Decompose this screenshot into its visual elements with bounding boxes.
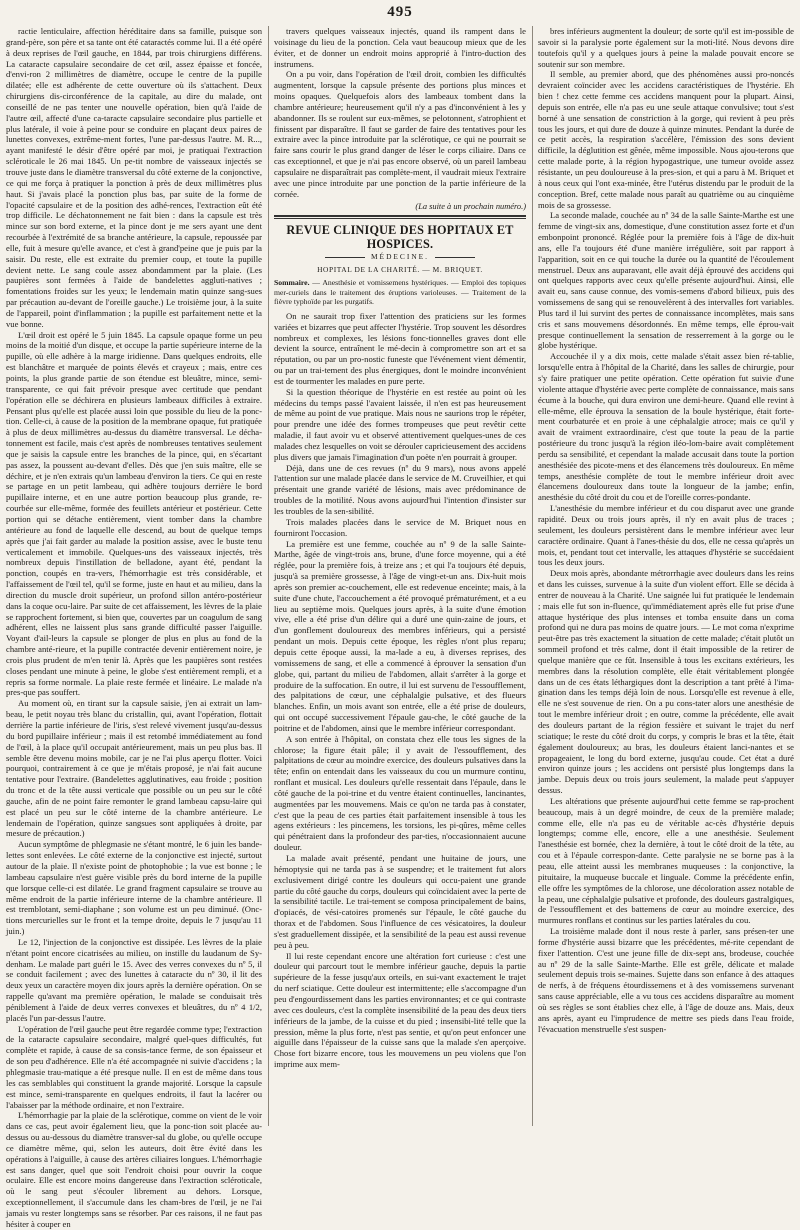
paragraph: Au moment où, en tirant sur la capsule saisie, j'en ai extrait un lam-beau, le petit noyau très blanc du cristallin, qui, avant l'opération, flottait derrière la partie inférieure de l'iris, s'est relevé vivement jusqu'au-dessus du bord pupillaire inférieur ; mais il est retombé immédiatement au fond de l'œil, à la place qu'il occupait antérieurement, mais un peu plus bas. Il semble être devenu moins mobile, car je ne l'ai plus aperçu flotter. Voici pourquoi, contrairement à ce que je m'étais proposé, je n'ai fait aucune tentative pour l'extraire. (Bandelettes agglutinatives, eau froide ; position du tronc et de la tête aussi verticale que possible ou un peu sur le côté gauche, afin de ne point faire remonter le grand lambeau capsu-laire qui est placé un peu sur le côté interne de la chambre antérieure. Le lendemain de l'opération, quinze sangsues sont appliquées à droite, par mesure de précaution.)	[6, 698, 262, 839]
paragraph: travers quelques vaisseaux injectés, quand ils rampent dans le voisinage du lieu de la ponction. Cela vaut beaucoup mieux que de les éviter, et de donner un endroit moins approprié à l'intro-duction des instrumens.	[274, 26, 526, 69]
column-left	[6, 26, 262, 1229]
paragraph: Il semble, au premier abord, que des phénomènes aussi pro-noncés devraient coïncider avec les accidens caractéristiques de l'hystérie. Eh bien ! chez cette femme ces accidens manquent pour la plupart. Ainsi, depuis son entrée, elle n'a pas eu une seule attaque convulsive; tout s'est borné à une sensation de constriction à la gorge, qui revient à peu près tous les jours, et qui dure de douze à quinze minutes. Pendant la durée de ce petit accès, la respiration s'accélère, l'émission des sons devient difficile, la déglutition est gênée, même impossible. Nous ajou-terons que cette malade porte, à la région hypogastrique, une tumeur ovoïde assez résistante, un peu douloureuse à la pres-sion, et qui a paru à M. Briquet et à nous ceux qui l'ont exa-minée, être l'utérus distendu par le produit de la conception. Bref, cette malade nous paraît au quatrième ou au cinquième mois de sa grossesse.	[538, 69, 794, 210]
paragraph: L'opération de l'œil gauche peut être regardée comme type; l'extraction de la cataracte capsulaire secondaire, malgré quel-ques difficultés, fut complète et rapide, à cause de sa consis-tance ferme, de son épaisseur et de son peu d'adhérence. Elle n'a été accompagnée ni suivie d'accidens ; la phlegmasie trau-matique a été presque nulle. Il en est de même dans tous les cas semblables qui constituent la grande majorité. Lorsque la capsule est mince, semi-transparente en quelques endroits, il faut la lacérer ou l'abaisser par la méthode ordinaire, et non l'extraire.	[6, 1023, 262, 1110]
section-separator	[274, 218, 526, 219]
paragraph: Si la question théorique de l'hystérie en est restée au point où les médecins du temps passé l'avaient laissée, il n'en est pas heureusement de même au point de vue pratique. Mais nous ne saurions trop le répéter, pour prendre une idée des formes trompeuses que peut revêtir cette maladie, il faut avoir vu et observé attentivement quelques-unes de ces malades chez lesquelles on voit se dérouler capricieusement des accidens plus divers que jamais l'imagination d'un poète n'en pourrait à grouper.	[274, 386, 526, 462]
paragraph: On a pu voir, dans l'opération de l'œil droit, combien les difficultés augmentent, lorsque la capsule présente des portions plus minces et moins opaques. Quelquefois alors des lambeaux tombent dans la chambre antérieure; heureusement qu'il n'y a pas d'inconvénient à les y abandonner. Ils se roulent sur eux-mêmes, se pelotonnent, s'atrophient et finissent par disparaître. Il faut se garder de faire des tentatives pour les extraire avec la pince introduite par la sclérotique, ce qui ne pourrait se faire sans courir le plus grand danger de léser le corps ciliaire. Dans ce cas exceptionnel, et que je n'ai pas encore observé, où un pareil lambeau capsulaire ne disparaîtrait pas complète-ment, il vaudrait mieux l'extraire avec une pince introduite par une ponction de la partie inférieure de la cornée.	[274, 69, 526, 199]
summary	[274, 278, 526, 307]
paragraph: Le 12, l'injection de la conjonctive est dissipée. Les lèvres de la plaie n'étant point encore cicatrisées au milieu, on instille du laudanum de Sy-denham. Le malade part guéri le 15. Avec des verres convexes du nº 5, il se conduit facilement ; avec des lunettes à cataracte du nº 30, il lit des deux yeux un caractère moyen dix jours après la dernière opération. On se rappelle qu'avant ma première opération, le malade se conduisait très péniblement à l'aide de deux verres convexes et bleuâtres, du nº 4 1/2, placés l'un par-dessus l'autre.	[6, 936, 262, 1023]
paragraph: On ne saurait trop fixer l'attention des praticiens sur les formes variées et bizarres que peut affecter l'hystérie. Trop souvent les désordres nombreux et complexes, les lésions fonc-tionnelles graves dont elle devient la source, entraînent le mé-decin à compromettre son art et sa réputation, ou par un pro-nostic funeste que l'événement vient démentir, ou par un trai-tement des plus énergiques, dont le moindre inconvénient est de tourmenter les malades en pure perte.	[274, 310, 526, 386]
column-divider	[532, 26, 533, 1126]
paragraph: Deux mois après, abondante métrorrhagie avec douleurs dans les reins et dans les cuisses, survenue à la suite d'un violent effort. Elle se décida à entrer de nouveau à la Charité. Une saignée lui fut pratiquée le lendemain ; mais elle fut son in-fluence, qu'immédiatement après elle fut prise d'une attaque hystérique des plus intenses et tomba ensuite dans un coma profond qui ne dura pas moins de quatre jours. — Le mot coma n'exprime peut-être pas très exactement la situation de cette malade; c'était plutôt un sommeil profond et très calme, dont il était impossible de la retirer de quelque manière que ce fût. Insensible à tous les excitans extérieurs, les membres dans la résolution complète, elle était véritablement plongée dans un de ces états léthargiques dont la description a tant prêté à l'ima-gination dans les temps déjà loin de nous. Lorsqu'elle est revenue à elle, elle ne s'est souvenue de rien. On a pu cons-tater alors une anesthésie de tout le membre inférieur droit ; en outre, comme la précédente, elle avait des douleurs partant de la région fessière et suivant le trajet du nerf sciatique; le reste du côté droit du corps, y compris le bras et la tête, était également douloureux; au bras, les douleurs étaient lanci-nantes et se propageaient, le long du bord externe, jusqu'au coude. Cet état a duré environ quinze jours ; les accidens ont persisté plus longtemps dans la jambe. Depuis deux ou trois jours seulement, la malade peut s'appuyer dessus.	[538, 568, 794, 796]
column-right	[538, 26, 794, 1126]
paragraph: Il lui reste cependant encore une altération fort curieuse : c'est une douleur qui parcourt tout le membre inférieur gauche, depuis la partie supérieure de la fesse jusqu'aux orteils, en sui-vant exactement le trajet du nerf sciatique. Cette douleur est intermittente; elle s'accompagne d'un peu d'engourdissement dans les parties environnantes; et ce qui contraste avec ces douleurs, c'est la complète insensibilité de la peau des deux tiers inférieurs de la jambe, de la cuisse et du pied ; insensibi-lité telle que la pression, même la plus forte, n'est pas sentie, et qu'on peut enfoncer une aiguille dans l'épaisseur de la cuisse sans que la malade s'en aperçoive. Chose fort bizarre encore, tous les mouvemens un peu violens que l'on imprime aux mem-	[274, 950, 526, 1070]
hospital-heading: HOPITAL DE LA CHARITÉ. — M. BRIQUET.	[317, 265, 483, 275]
summary-label: Sommaire.	[274, 278, 310, 288]
column-middle	[274, 26, 526, 1126]
continued-note: (La suite à un prochain numéro.)	[415, 201, 526, 211]
paragraph: La malade avait présenté, pendant une huitaine de jours, une hémoptysie qui ne tarda pas à se suspendre; et le traitement fut alors exclusivement dirigé contre les douleurs qui occu-paient une grande partie du côté gauche du corps, douleurs qui coïncidaient avec la perte de la sensibilité tactile. Le trai-tement se composa principalement de bains, d'opiacés, de vési-catoires promenés sur l'épaule, le côté gauche du thorax et de l'abdomen. Sous l'influence de ces vésicatoires, la douleur s'est graduellement dissipée, et la sensibilité de la peau est aussi revenue peu à peu.	[274, 853, 526, 950]
summary-text: — Anesthésie et vomissemens hystériques. — Emploi des topiques mer-curiels dans le traitement des éruptions varioleuses. — Traitement de la fièvre typhoïde par les purgatifs.	[274, 278, 526, 307]
column-divider	[268, 26, 269, 1126]
paragraph: Les altérations que présente aujourd'hui cette femme se rap-prochent beaucoup, mais à un degré moindre, de ceux de la première malade; comme elle, elle n'a pas eu de véritable ac-cès d'hystérie depuis longtemps; comme elle, encore, elle a une anesthésie. Seulement l'anesthésie est bornée, chez la dernière, à tout le côté droit de la tête, au cou et à l'épaule correspon-dante. Cette paralysie ne se borne pas à la peau, elle atteint aussi les membranes muqueuses : la conjonctive, la pituitaire, la muqueuse buccale et linguale. Comme la précédente enfin, elle offre les symptômes de la chlorose, une décoloration assez notable de la peau, une céphalalgie pulsative et profonde, des douleurs gastralgiques, de l'essoufflement et des battemens de cœur au moindre exercice, des murmures ronflans et continus sur les parties latérales du cou.	[538, 795, 794, 926]
paragraph: Accouchée il y a dix mois, cette malade s'était assez bien ré-tablie, lorsqu'elle entra à l'hôpital de la Charité, dans les salles de chirurgie, pour s'y faire pratiquer une petite opération. Cette opération fut suivie d'une violente attaque d'hystérie avec perte complète de connaissance, mais sans écume à la bouche, qui dura environ une demi-heure. Quand elle revint à elle-même, elle éprouva la sensation de la boule hystérique, était forte-ment courbaturée et en proie à une céphalalgie atroce; mais ce qu'il y avait de vraiment extraordinaire, c'est que toute la peau de la partie postérieure du tronc jusqu'à la région iléo-lom-baire avait complètement perdu sa sensibilité, et cependant la malade accusait dans toute la portion anesthésiée des picote-mens et des élancemens très douloureux. En même temps, anesthésie complète de tout le membre inférieur droit avec élancemens douloureux dans toute la longueur de la jambe; enfin, anesthésie du côté droit du cou et de l'oreille corres-pondante.	[538, 351, 794, 503]
paragraph: ractie lenticulaire, affection héréditaire dans sa famille, puisque son grand-père, son père et sa tante ont été cataractés comme lui. Il a été opéré à deux reprises de l'œil gauche, en 1844, par trois chirurgiens différens. La cataracte capsulaire secondaire de cet œil, assez épaisse et foncée, d'envi-ron 2 millimètres de diamètre, occupe le centre de la pupille dilatée; elle est adhérente de cette ouverture où ils s'attachent. Deux chirurgiens dis-circonférence de la capitale, au dire du malade, ont conseillé de ne pas tenter une nouvelle opération, bien qu'à l'aide de l'autre œil, affecté d'une ca-taracte capsulaire secondaire plus partielle et plus latérale, il voie à peine pour se conduire en plaçant deux paires de lunettes convexes, extrême-ment fortes, l'une par-dessus l'autre. M. R..., ayant manifesté le désir d'être opéré par moi, je pratiquai l'extraction scléroticale le 26 mai 1845. Un pe-tit nombre de vaisseaux injectés se trouve juste dans le diamètre transversal du côté externe de la conjonctive, ce qui me força à pratiquer la ponction à près de deux millimètres plus haut. Si j'avais placé la ponction plus bas, par suite de la forme de l'opacité capsulaire et de la position des adhé-rences, l'extraction eût été trop difficile. Le déchatonnement ne fait bien : dans la capsule est très mince sur son bord externe, et la pince dont je me sers ayant une dent recourbée à l'extrémité de sa branche antérieure, la capsule, repoussée par elle, fuit à mesure qu'elle avance, et c'est à grand'peine que je puis par la saisir. Du reste, elle est extraite du premier coup, et toute la pupille devient nette. Le sang coule assez abondamment par la plaie. (Les paupières sont fermées à l'aide de bandelettes aggluti-natives ; fomentations froides sur les yeux; le lendemain matin quinze sang-sues par précaution au-devant de l'oreille gauche.) Le troisième jour, à la suite de l'appareil, point d'inflammation ; la pupille est parfaitement nette et la vue bonne.	[6, 26, 262, 329]
paragraph: L'hémorrhagie par la plaie de la sclérotique, comme on vient de le voir dans ce cas, peut avoir également lieu, que la ponc-tion soit placée au-dessus ou au-dessous du diamètre transver-sal du globe, ou qu'elle occupe ce diamètre même, qui, selon les auteurs, doit être évité dans les opérations à l'aiguille, à cause des artères ciliaires longues. L'hémorrhagie est sans danger, quel que soit l'endroit choisi pour ouvrir la coque oculaire. Elle est encore moins dangereuse dans l'extraction scléroticale, où le sang peut s'écouler librement au dehors. Lorsque, exceptionnellement, il s'accumule dans les cham-bres de l'œil, je ne l'ai jamais vu rester longtemps sans se résorber. Par ces raisons, il ne faut pas hésiter à couper en	[6, 1110, 262, 1229]
paragraph: A son entrée à l'hôpital, on constata chez elle tous les signes de la chlorose; la figure était pâle; il y avait de l'essoufflement, des palpitations de cœur au moindre exercice, des douleurs pulsatives dans la tête; enfin on entendait dans les vaisseaux du cou un murmure continu, ronflant et musical. Les douleurs qu'elle ressentait dans l'épaule, dans le côté gauche de la poi-trine et du ventre étaient continuelles, lancinantes, augmentées par les mouvemens. Mais ce qu'on ne tarda pas à constater, c'est que la peau de ces parties était parfaitement insensible à tous les agens extérieurs : les pincemens, les torsions, les pi-qûres, même celles qui pénétraient dans la profondeur des par-ties, n'occasionnaient aucune douleur.	[274, 733, 526, 853]
paragraph: L'anesthésie du membre inférieur et du cou disparut avec une grande rapidité. Deux ou trois jours après, il n'y en avait plus de traces ; seulement, les douleurs persistèrent dans le membre inférieur avec leur caractère ordinaire. Quant à l'anes-thésie du dos, elle ne cessa qu'après un mois, et, pendant tout cet intervalle, les attaques d'hystérie se succédaient tous les deux jours.	[538, 503, 794, 568]
paragraph: La première est une femme, couchée au nº 9 de la salle Sainte-Marthe, âgée de vingt-trois ans, brune, d'une force moyenne, qui a été réglée, pour la première fois, à treize ans ; et qui l'a toujours été depuis, jusqu'à sa première grossesse, à l'âge de vingt-et-un ans. Dix-huit mois après son premier ac-couchement, elle est redevenue enceinte; mais, à la suite d'une chute, l'accouchement a été provoqué prématurément, et a eu lieu au septième mois. Quelques jours après, à la suite d'une émotion vive, elle a été prise d'un délire qui a duré une quin-zaine de jours, et d'un gonflement douloureux des membres inférieurs, qui a persisté pendant un mois. Depuis cette époque, les règles n'ont plus reparu; depuis cette époque aussi, la ma-lade a eu, à diverses reprises, des vomissemens de sang, et elle a commencé à éprouver la sensation d'un globe, qui, partant du milieu de l'abdomen, allait s'arrêter à la gorge et produire de la suffocation. En outre, il lui est survenu de l'essoufflement, des palpitations de cœur, une céphalalgie pulsative, et des flueurs blanches. Enfin, un mois avant son entrée, elle a été prise de douleurs, qui ont occupé successivement l'épaule gau-che, le côté gauche de la poitrine et de l'abdomen, ainsi que le membre inférieur correspondant.	[274, 538, 526, 733]
paragraph: Aucun symptôme de phlegmasie ne s'étant montré, le 6 juin les bande-lettes sont enlevées. Le côté externe de la conjonctive est injecté, surtout autour de la plaie. Il n'existe point de photophobie ; la vue est bonne ; le lambeau capsulaire n'est guère visible près du bord interne de la pupille que lorsque celle-ci est dilatée. Le grand fragment capsulaire se trouve au même endroit de la partie inférieure interne de la chambre antérieure. Il est tremblotant, semi-diaphane ; son volume est un peu diminué. (Onc-tions mercurielles sur le front et la tempe droite, depuis le 7 jusqu'au 11 juin.)	[6, 839, 262, 937]
section-separator	[274, 215, 526, 217]
paragraph: L'œil droit est opéré le 5 juin 1845. La capsule opaque forme un peu moins de la moitié d'un disque, et occupe la partie supérieure interne de la pupille, où elle adhère à la marge iridienne. Dans quelques endroits, elle est blanchâtre et marquée de points élevés et crayeux ; mais, entre ces points, la plus grande partie de son étendue est bleuâtre, mince, semi-transparente, ce qui fait prévoir presque avec certitude que pendant l'opération elle se déchirera en plusieurs lambeaux difficiles à extraire. Pensant plus qu'elle est placée aussi loin que possible du lieu de la ponc-tion. Celle-ci, à cause de la position de la membrane opaque, fut pratiquée à plus de deux millimètres au-dessus du diamètre transversal. Le décha-tonnement est facile, mais c'est après de nombreuses tentatives seulement que je saisis la capsule entre les branches de la pince, qui, en s'écartant pas assez, la poussent au-devant d'elles. Dès que j'en suis maître, elle se déchire, et je n'en extrais qu'un lambeau d'environ la tiers. Ce qui en reste se partage en un petit lambeau, qui adhère toujours derrière le bord pupillaire interne, et en une autre portion beaucoup plus grande, re-courbée sur elle-même, formée des feuillets antérieur et postérieur. Cette portion qui se détache entièrement, vient tomber dans la chambre antérieure au fond de laquelle elle descend, au bout de quelque temps après que j'ai fait garder au malade la position assise, avec le buste tenu verticalement et immobile. Quelques-uns des vaisseaux injectés, très nombreux depuis l'instillation de belladone, ayant été, pendant la ponction, coupés en tra-vers, l'hémorrhagie est très considérable, et l'affaissement de l'œil tel, qu'il se forme, juste en haut et au milieu, dans la direction du muscle droit supérieur, un profond sillon antéro-postérieur dans la coque ocu-laire. Par suite de cet affaissement, les lèvres de la plaie se rapprochent fortement, si bien que, couvertes par un coagulum de sang adhérent, elles ne laissent plus sans grande difficulté passer l'aiguille. Voyant d'ail-leurs la capsule se plonger de plus en plus au fond de la chambre anté-rieure, et la pupille contractée devenir entièrement noire, je crois plus prudent de m'en tenir là. Après que les paupières sont restées closes pendant une minute à peine, le globe s'est entièrement rempli, et a repris sa forme normale. La plaie reste fermée et linéaire. Le malade n'a pres-que pas souffert.	[6, 329, 262, 698]
paragraph: La seconde malade, couchée au nº 34 de la salle Sainte-Marthe est une femme de vingt-six ans, domestique, d'une constitution assez forte et d'un embonpoint prononcé. Réglée pour la première fois à l'âge de dix-huit ans, elle l'a toujours été d'une manière irrégulière, soit par rapport à l'apparition, soit en ce qui touche la durée ou la quantité de l'écoulement menstruel. Deux ans auparavant, elle avait déjà éprouvé des accidens qui ont quelques rapports avec ceux qu'elle présente aujourd'hui. Ainsi, elle avait eu, sans cause connue, des vomis-semens d'abord bilieux, puis des vomissemens de sang qui se renouvelèrent à des intervalles fort variables. Plus tard il lui survint des pertes de connaissance incomplètes, mais sans cris et sans mouvemens désordonnés. En même temps, elle éprou-vait presque continuellement la sensation de resserrement à la gorge ou le globe hystérique.	[538, 210, 794, 351]
section-label: MÉDECINE.	[274, 252, 526, 263]
paragraph: bres inférieurs augmentent la douleur; de sorte qu'il est im-possible de savoir si la paralysie porte également sur la moti-lité. Nous devons dire toutefois qu'il y a quelques jours à peine la malade pouvait encore se soutenir sur son membre.	[538, 26, 794, 69]
paragraph: Déjà, dans une de ces revues (nº du 9 mars), nous avons appelé l'attention sur une malade placée dans le service de M. Cruveilhier, et qui présentait une grande variété de lésions, mais avec prédominance de troubles de la motilité. Nous avons aujourd'hui l'intention d'insister sur les troubles de la sen-sibilité.	[274, 462, 526, 516]
page-number: 495	[387, 4, 413, 20]
rubric-heading: REVUE CLINIQUE DES HOPITAUX ET HOSPICES.	[286, 223, 514, 252]
paragraph: La troisième malade dont il nous reste à parler, sans présen-ter une forme d'hystérie aussi bizarre que les précédentes, mé-rite cependant de fixer l'attention. C'est une jeune fille de dix-sept ans, brodeuse, couchée au nº 29 de la salle Sainte-Marthe. Elle est grêle, délicate et malade seulement depuis trois se-maines. Sujette dans son enfance à des attaques de nerfs, à de fréquens étourdissemens et à des vomissemens survenant sans cause appréciable, elle a vu tous ces accidens disparaître au moment où ses règles se sont établies chez elle, à l'âge de douze ans. Mais, deux ans après, ayant eu l'imprudence de mettre ses pieds dans l'eau froide, l'évacuation menstruelle s'est suspen-	[538, 926, 794, 1034]
paragraph: Trois malades placées dans le service de M. Briquet nous en fourniront l'occasion.	[274, 516, 526, 538]
